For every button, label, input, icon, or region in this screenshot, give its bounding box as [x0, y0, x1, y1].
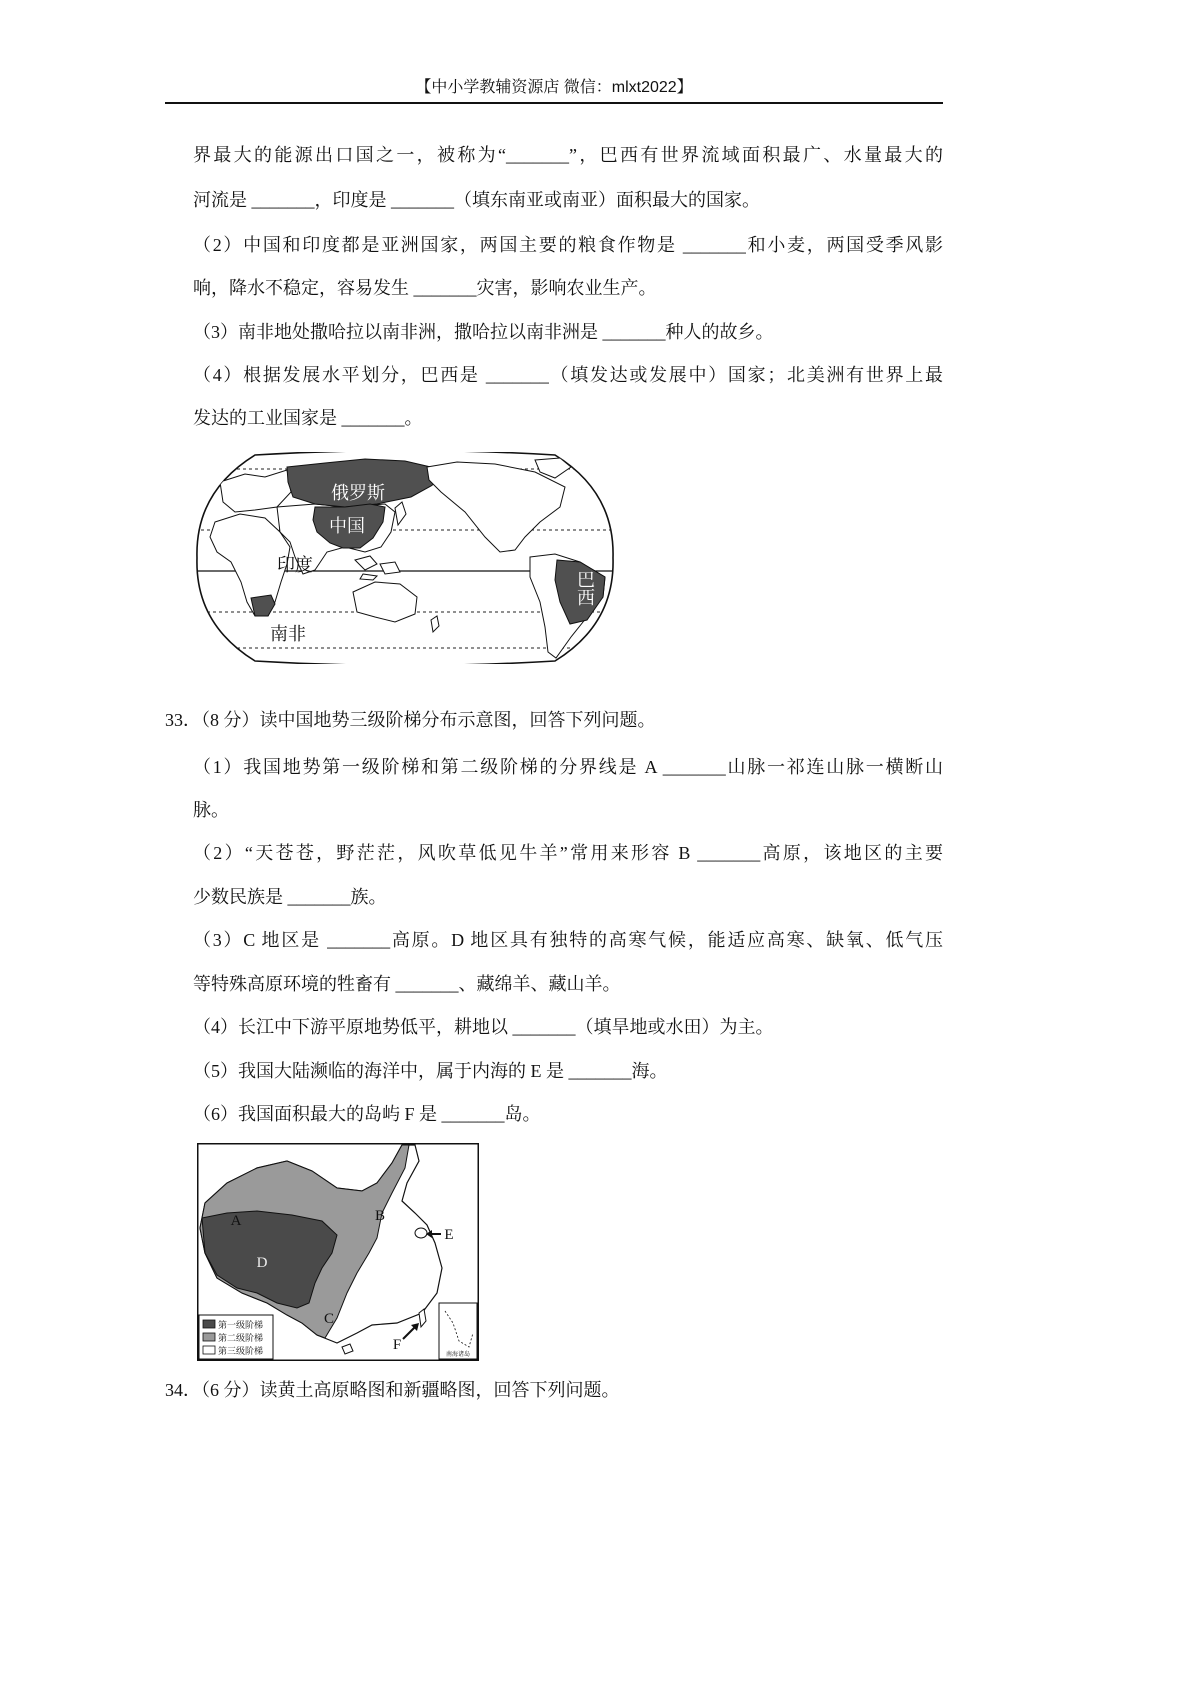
legend-label-step-3: 第三级阶梯: [218, 1346, 264, 1356]
legend-label-step-2: 第二级阶梯: [218, 1333, 264, 1343]
q33-line-4: 少数民族是 _______族。: [193, 887, 387, 907]
inset-box: [439, 1303, 477, 1359]
map-legend: [199, 1315, 273, 1359]
legend-swatch-step-2: [203, 1333, 215, 1341]
q33-line-9: （6）我国面积最大的岛屿 F 是 _______岛。: [193, 1104, 541, 1124]
q33-line-2: 脉。: [193, 800, 229, 820]
label-south-africa: 南非: [270, 624, 306, 644]
q33-line-7: （4）长江中下游平原地势低平，耕地以 _______（填旱地或水田）为主。: [193, 1017, 774, 1037]
q34-title: 34．（6 分）读黄土高原略图和新疆略图，回答下列问题。: [165, 1380, 620, 1400]
q33-line-8: （5）我国大陆濒临的海洋中，属于内海的 E 是 _______海。: [193, 1061, 668, 1081]
label-c: C: [323, 1311, 335, 1327]
q32-line-4: 响，降水不稳定，容易发生 _______灾害，影响农业生产。: [193, 278, 657, 298]
label-f: F: [392, 1337, 402, 1353]
q33-line-3: （2）“天苍苍，野茫茫，风吹草低见牛羊”常用来形容 B _______高原，该地区的主要: [193, 843, 943, 863]
header-rule: [165, 102, 943, 104]
inset-label: 南海诸岛: [445, 1352, 471, 1358]
q32-line-5: （3）南非地处撒哈拉以南非洲，撒哈拉以南非洲是 _______种人的故乡。: [193, 322, 774, 342]
q32-line-1: 界最大的能源出口国之一，被称为“_______”，巴西有世界流域面积最广、水量最大的: [193, 145, 943, 165]
q33-line-6: 等特殊高原环境的牲畜有 _______、藏绵羊、藏山羊。: [193, 974, 621, 994]
q32-line-3: （2）中国和印度都是亚洲国家，两国主要的粮食作物是 _______和小麦，两国受季风影: [193, 235, 943, 255]
q33-title: 33．（8 分）读中国地势三级阶梯分布示意图，回答下列问题。: [165, 710, 656, 730]
bohai-sea: [415, 1228, 427, 1238]
q33-line-1: （1）我国地势第一级阶梯和第二级阶梯的分界线是 A _______山脉一祁连山脉一横断山: [193, 757, 943, 777]
south-china-sea-inset: [439, 1303, 477, 1359]
page-header: 【中小学教辅资源店 微信：mlxt2022】: [415, 79, 693, 96]
label-brazil: 巴西: [575, 570, 595, 606]
world-map-figure: [195, 452, 615, 664]
q33-line-5: （3）C 地区是 _______高原。D 地区具有独特的高寒气候，能适应高寒、缺氧、低气压: [193, 930, 943, 950]
legend-swatch-step-3: [203, 1346, 215, 1354]
q32-line-2: 河流是 _______，印度是 _______（填东南亚或南亚）面积最大的国家。: [193, 190, 760, 210]
legend-swatch-step-1: [203, 1320, 215, 1328]
label-d: D: [256, 1255, 268, 1271]
label-india: 印度: [277, 555, 313, 575]
legend-label-step-1: 第一级阶梯: [218, 1320, 264, 1330]
label-b: B: [374, 1208, 386, 1224]
label-china: 中国: [329, 516, 365, 536]
china-terrain-map-figure: [197, 1143, 479, 1361]
label-e: E: [444, 1227, 454, 1243]
china-terrain-map: [197, 1143, 479, 1361]
label-a: A: [230, 1213, 242, 1229]
q32-line-6: （4）根据发展水平划分，巴西是 _______（填发达或发展中）国家；北美洲有世界上最: [193, 365, 943, 385]
q32-line-7: 发达的工业国家是 _______。: [193, 408, 423, 428]
world-map: [195, 452, 615, 664]
label-russia: 俄罗斯: [331, 483, 385, 503]
